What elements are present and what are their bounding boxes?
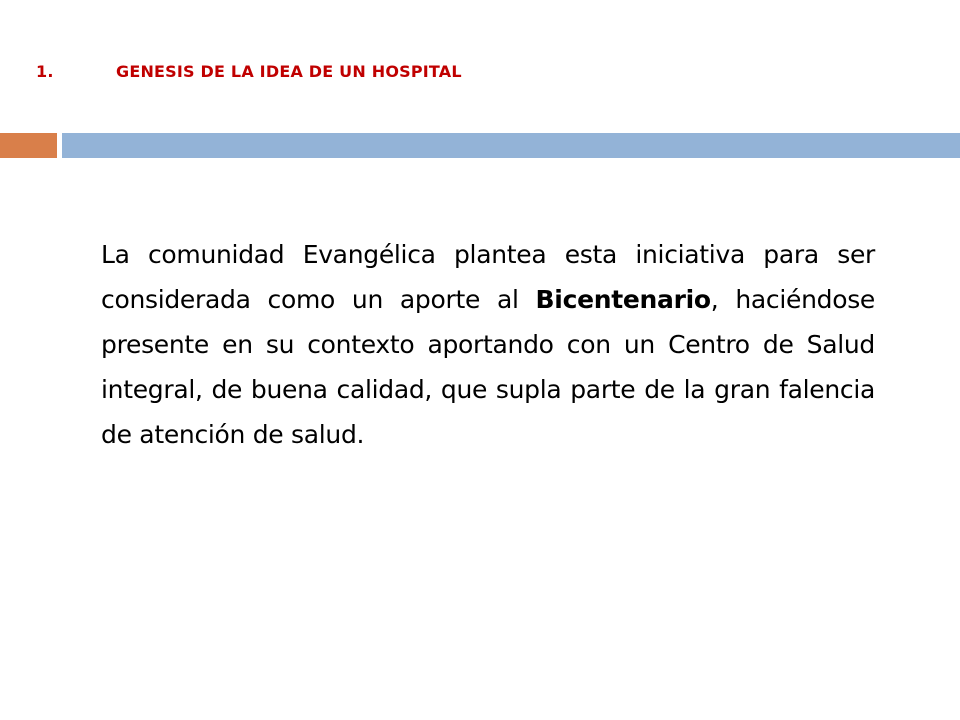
divider-accent-bar <box>0 133 57 158</box>
body-text-rest: , haciéndose presente en su contexto aportando con un Centro de Salud integral, de buena calidad, que supla parte de la gran falencia de atención de salud. <box>101 285 876 449</box>
body-paragraph <box>101 232 875 457</box>
divider-main-bar <box>62 133 960 158</box>
body-text-bold: Bicentenario <box>535 285 711 314</box>
title-number: 1. <box>36 61 54 81</box>
slide-title <box>36 58 462 84</box>
body-text-intro: La comunidad Evangélica plantea esta iniciativa para ser considerada como un aporte al <box>101 240 875 314</box>
title-text: GENESIS DE LA IDEA DE UN HOSPITAL <box>116 61 462 81</box>
